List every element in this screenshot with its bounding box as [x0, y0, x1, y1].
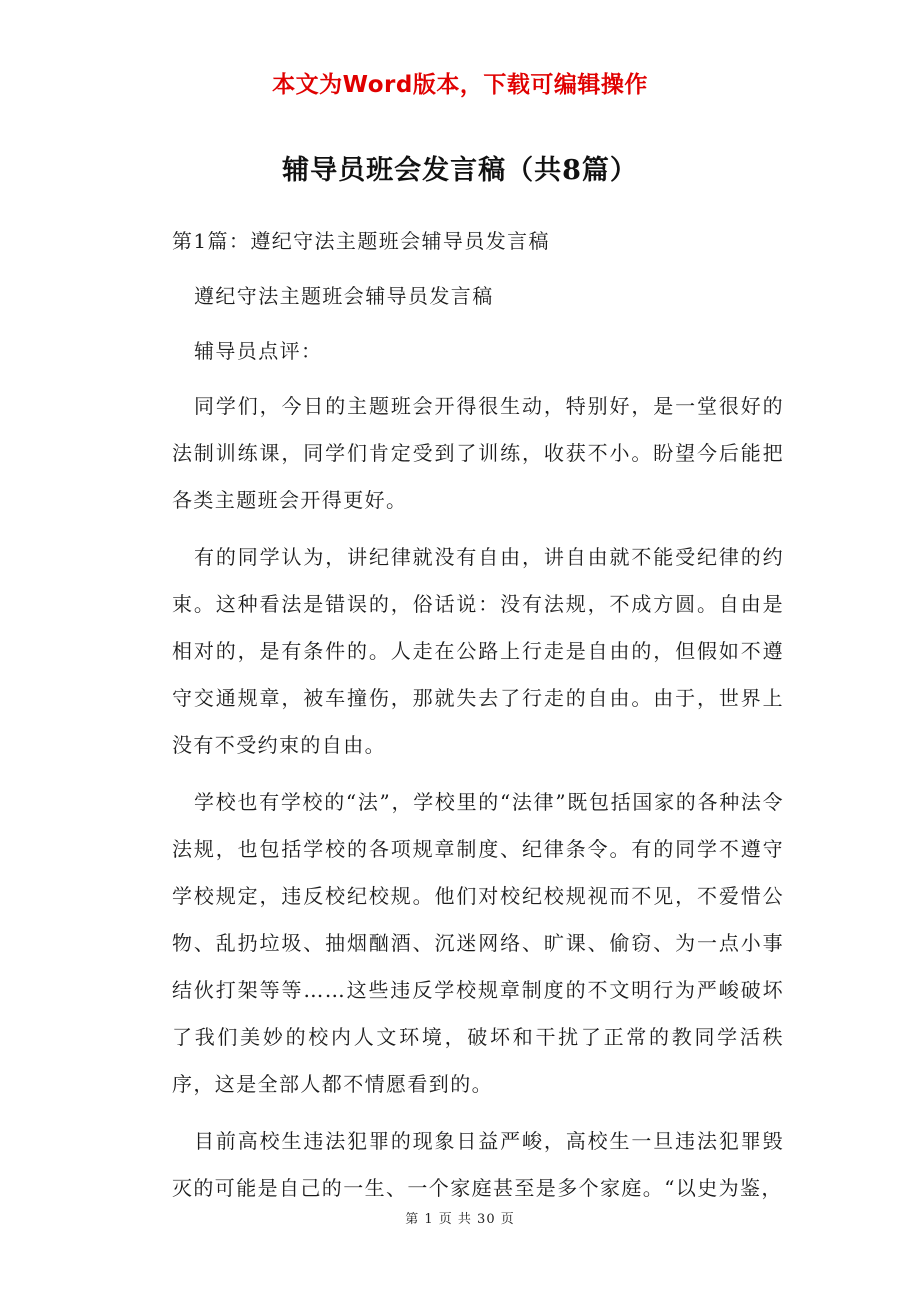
paragraph-comment-label: 辅导员点评： [194, 339, 323, 363]
document-title: 辅导员班会发言稿（共8篇） [282, 155, 638, 186]
paragraph: 同学们，今日的主题班会开得很生动，特别好，是一堂很好的法制训练课，同学们肯定受到了训练，收获不小。盼望今后能把各类主题班会开得更好。 [172, 394, 784, 512]
paragraph-subtitle: 遵纪守法主题班会辅导员发言稿 [194, 284, 494, 308]
paragraph: 学校也有学校的“法”，学校里的“法律”既包括国家的各种法令法规，也包括学校的各项规章制度、纪律条令。有的同学不遵守学校规定，违反校纪校规。他们对校纪校规视而不见，不爱惜公物、乱扔垃圾、抽烟酗酒、沉迷网络、旷课、偷窃、为一点小事结伙打架等等……这些违反学校规章制度的不文明行为严峻破坏了我们美妙的校内人文环境，破坏和干扰了正常的教同学活秩序，这是全部人都不情愿看到的。 [172, 790, 784, 1096]
page-number-footer: 第 1 页 共 30 页 [405, 1212, 515, 1227]
paragraph: 有的同学认为，讲纪律就没有自由，讲自由就不能受纪律的约束。这种看法是错误的，俗话说：没有法规，不成方圆。自由是相对的，是有条件的。人走在公路上行走是自由的，但假如不遵守交通规章，被车撞伤，那就失去了行走的自由。由于，世界上没有不受约束的自由。 [172, 545, 784, 757]
document-body [172, 218, 784, 1222]
download-banner: 本文为Word版本，下载可编辑操作 [272, 72, 648, 98]
section-heading: 第1篇：遵纪守法主题班会辅导员发言稿 [172, 229, 550, 253]
paragraph: 目前高校生违法犯罪的现象日益严峻，高校生一旦违法犯罪毁灭的可能是自己的一生、一个家庭甚至是多个家庭。“以史为鉴， [172, 1129, 784, 1200]
